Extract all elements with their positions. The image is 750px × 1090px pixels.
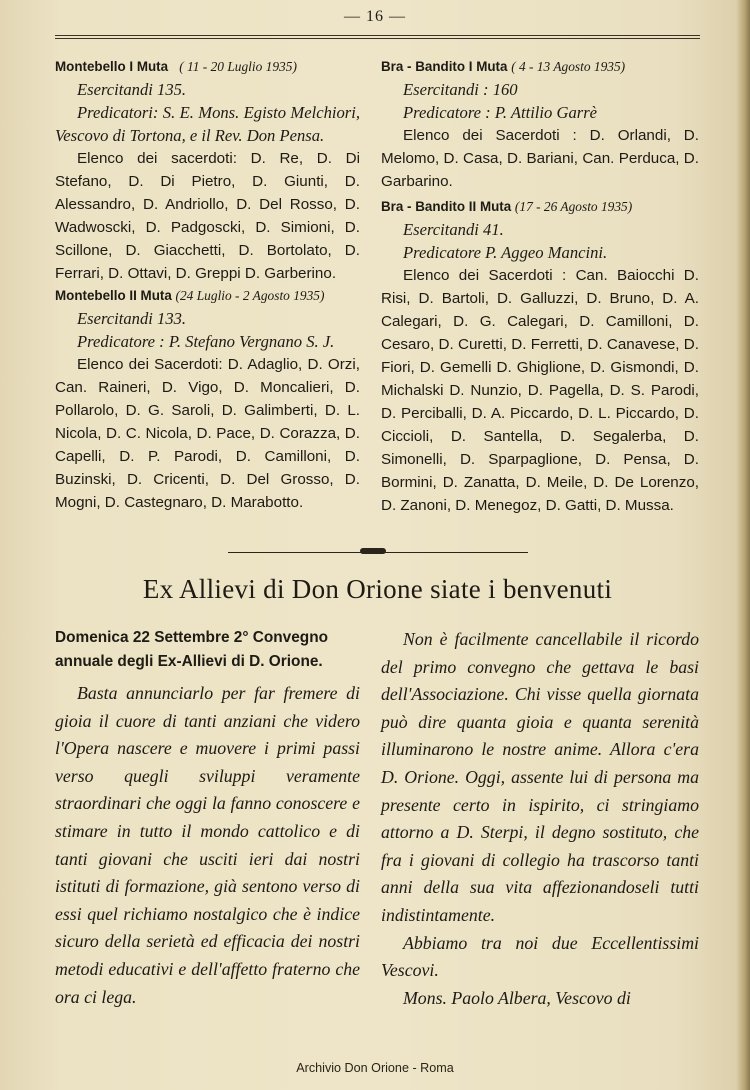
- montebello-2-esercitandi: Esercitandi 133.: [77, 309, 187, 328]
- montebello-1-dates: ( 11 - 20 Luglio 1935): [179, 59, 297, 74]
- bra-2-title: Bra - Bandito II Muta: [381, 199, 512, 214]
- bra-1-elenco: Elenco dei Sacerdoti : D. Orlandi, D. Melomo, D. Casa, D. Bariani, Can. Perduca, D. Garbarino.: [381, 127, 699, 190]
- left-column: [55, 56, 360, 514]
- bra-1-title: Bra - Bandito I Muta: [381, 59, 508, 74]
- montebello-1-title: Montebello I Muta: [55, 59, 169, 74]
- montebello-2-dates: (24 Luglio - 2 Agosto 1935): [175, 288, 325, 303]
- section-title: Ex Allievi di Don Orione siate i benvenuti: [142, 574, 613, 604]
- bra-2-predicatore: Predicatore P. Aggeo Mancini.: [403, 243, 608, 262]
- article-right-paragraph-3: Mons. Paolo Albera, Vescovo di: [403, 987, 631, 1008]
- montebello-1-elenco: Elenco dei sacerdoti: D. Re, D. Di Stefano, D. Di Pietro, D. Giunti, D. Alessandro, D. Andriollo, D. Del Rosso, D. Wadwoscki, D. Padgoscki, D. Simioni, D. Scillone, D. Giacchetti, D. Bortolato, D. Ferrari, D. Ottavi, D. Greppi D. Garberino.: [55, 150, 360, 282]
- bra-1-dates: ( 4 - 13 Agosto 1935): [511, 59, 626, 74]
- montebello-1-predicatori: Predicatori: S. E. Mons. Egisto Melchiori, Vescovo di Tortona, e il Rev. Don Pensa.: [55, 103, 360, 145]
- montebello-2-elenco: Elenco dei Sacerdoti: D. Adaglio, D. Orzi, Can. Raineri, D. Vigo, D. Moncalieri, D. Pollarolo, D. G. Saroli, D. Galimberti, D. L. Nicola, D. C. Nicola, D. Pace, D. Corazza, D. Capelli, D. P. Parodi, D. Camilloni, D. Buzinski, D. Cricenti, D. Del Grosso, D. Mogni, D. Castegnaro, D. Marabotto.: [55, 356, 360, 511]
- page-number: — 16 —: [344, 8, 406, 25]
- article-right-paragraph-1: Non è facilmente cancellabile il ricordo del primo convegno che gettava le basi dell'Associazione. Chi visse quella giornata può dire quanta gioia e quanta serenità illuminarono le nostre anime. Allora c'era D. Orione. Oggi, assente lui di persona ma presente certo in ispirito, ci stringiamo attorno a D. Sterpi, il degno sostituto, che fra i giovani di collegio ha trascorso tanti anni della sua vita affezionandoseli tutti indistintamente.: [381, 629, 699, 925]
- archive-footer: Archivio Don Orione - Roma: [296, 1061, 454, 1075]
- article-header: Domenica 22 Settembre 2° Convegno annuale degli Ex-Allievi di D. Orione.: [55, 629, 329, 670]
- article-left-column: [55, 626, 360, 1011]
- bra-1-predicatore: Predicatore : P. Attilio Garrè: [403, 103, 598, 122]
- montebello-1-esercitandi: Esercitandi 135.: [77, 80, 187, 99]
- right-column: [381, 56, 699, 517]
- article-right-paragraph-2: Abbiamo tra noi due Eccellentissimi Vescovi.: [381, 932, 699, 981]
- bra-2-dates: (17 - 26 Agosto 1935): [514, 199, 633, 214]
- bra-2-header: [381, 196, 699, 218]
- montebello-2-header: [55, 285, 360, 307]
- bra-1-header: [381, 56, 699, 78]
- article-left-paragraph: Basta annunciarlo per far fremere di gioia il cuore di tanti anziani che videro l'Opera nascere e muovere i primi passi verso quegli sviluppi veramente straordinari che oggi la fanno conoscere e stimare in tutto il mondo cattolico e di tanti giovani che usciti ieri dai nostri istituti di formazione, già sentono verso di essi quel richiamo nostalgico che è indice sicuro della serietà ed efficacia dei nostri metodi educativi e dell'affetto fraterno che ora ci lega.: [55, 683, 360, 1007]
- montebello-1-header: [55, 56, 360, 78]
- article-right-column: [381, 626, 699, 1012]
- bra-2-esercitandi: Esercitandi 41.: [403, 220, 504, 239]
- top-rule: [55, 35, 700, 36]
- bra-2-elenco: Elenco dei Sacerdoti : Can. Baiocchi D. Risi, D. Bartoli, D. Galluzzi, D. Bruno, D. A. Calegari, D. G. Calegari, D. Camilloni, D. Cesaro, D. Curetti, D. Ferretti, D. Canavese, D. Fiori, D. Gemelli D. Ghiglione, D. Gismondi, D. Michalski D. Nunzio, D. Pagella, D. S. Parodi, D. Perciballi, D. A. Piccardo, D. L. Piccardo, D. Ciccioli, D. Santella, D. Segalerba, D. Simonelli, D. Sparpaglione, D. Pensa, D. Bormini, D. Zanatta, D. Meile, D. De Lorenzo, D. Zanoni, D. Menegoz, D. Gatti, D. Mussa.: [381, 267, 699, 514]
- bra-1-esercitandi: Esercitandi : 160: [403, 80, 518, 99]
- montebello-2-title: Montebello II Muta: [55, 288, 172, 303]
- top-rule-secondary: [55, 38, 700, 39]
- page-edge-shadow: [736, 0, 750, 1090]
- section-divider-ornament: [360, 548, 386, 554]
- montebello-2-predicatore: Predicatore : P. Stefano Vergnano S. J.: [77, 332, 335, 351]
